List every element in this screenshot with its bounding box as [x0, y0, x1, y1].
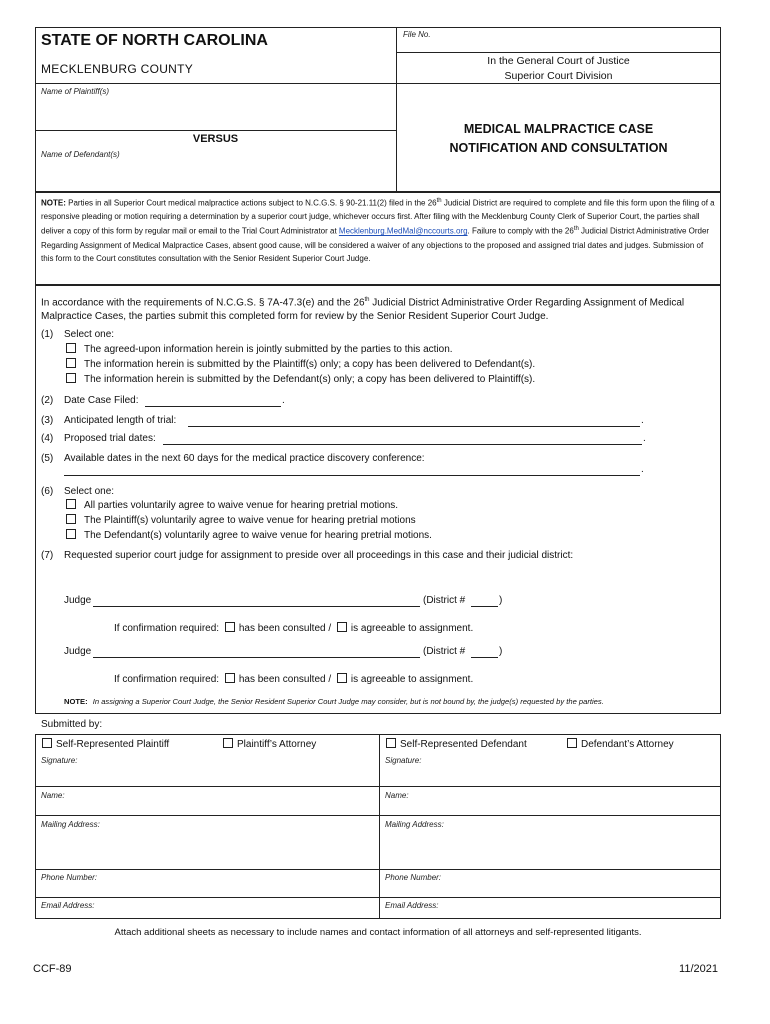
row-divider	[35, 786, 721, 787]
plaintiff-label: Name of Plaintiff(s)	[41, 87, 110, 96]
district-2-field[interactable]	[471, 647, 498, 658]
judge-1-field[interactable]	[93, 596, 420, 607]
option-text: The Defendant(s) voluntarily agree to waive venue for hearing pretrial motions.	[84, 530, 432, 541]
agreeable-text: is agreeable to assignment.	[350, 623, 474, 634]
right-mailing-label: Mailing Address:	[385, 820, 444, 829]
checkbox[interactable]	[66, 514, 76, 524]
checkbox[interactable]	[386, 738, 396, 748]
checkbox[interactable]	[42, 738, 52, 748]
item-5-period: .	[641, 464, 644, 475]
opt-text: Self-Represented Defendant	[400, 739, 527, 750]
item-4-num: (4)	[41, 433, 54, 444]
item-7-num: (7)	[41, 550, 54, 561]
intro-text-a: In accordance with the requirements of N.C.G.S. § 7A-47.3(e) and the 26	[41, 297, 365, 309]
state-title: STATE OF NORTH CAROLINA	[41, 32, 268, 49]
item-1-option-1[interactable]	[66, 343, 453, 357]
option-text: The Plaintiff(s) voluntarily agree to waive venue for hearing pretrial motions	[84, 515, 416, 526]
judge-note-label: NOTE:	[64, 697, 88, 706]
judge-note	[64, 697, 604, 706]
defendant-field[interactable]	[36, 161, 394, 189]
right-signature-field[interactable]	[380, 766, 720, 785]
confirm-label: If confirmation required:	[114, 623, 220, 634]
right-phone-label: Phone Number:	[385, 873, 442, 882]
row-divider	[35, 897, 721, 898]
file-no-label: File No.	[403, 30, 431, 39]
item-6-option-1[interactable]	[66, 499, 398, 513]
consulted-checkbox[interactable]	[225, 622, 235, 632]
confirm-1-row	[114, 622, 473, 636]
checkbox[interactable]	[66, 358, 76, 368]
option-text: The information herein is submitted by the Defendant(s) only; a copy has been delivered to Plaintiff(s).	[84, 374, 536, 385]
confirm-label: If confirmation required:	[114, 674, 220, 685]
item-7-label: Requested superior court judge for assignment to preside over all proceedings in this case and their judicial district:	[64, 550, 574, 561]
item-6-option-2[interactable]	[66, 514, 416, 528]
item-5-num: (5)	[41, 453, 54, 464]
opt-self-rep-plaintiff[interactable]	[42, 738, 169, 752]
item-1-label: Select one:	[64, 329, 115, 340]
county-divider	[35, 83, 721, 84]
date-filed-field[interactable]	[145, 396, 281, 407]
option-text: The information herein is submitted by the Plaintiff(s) only; a copy has been delivered to Defendant(s).	[84, 359, 536, 370]
district-2-close: )	[499, 646, 503, 657]
row-divider	[35, 869, 721, 870]
left-signature-label: Signature:	[41, 756, 78, 765]
defendant-label: Name of Defendant(s)	[41, 150, 120, 159]
row-divider	[35, 815, 721, 816]
opt-text: Plaintiff’s Attorney	[237, 739, 317, 750]
item-4-period: .	[643, 433, 646, 444]
checkbox[interactable]	[66, 343, 76, 353]
judge-note-text: In assigning a Superior Court Judge, the Senior Resident Superior Court Judge may consider, but is not bound by, the judge(s) requested by the parties.	[92, 697, 604, 706]
form-title-1: MEDICAL MALPRACTICE CASE	[463, 122, 654, 136]
option-text: The agreed-upon information herein is jointly submitted by the parties to this action.	[84, 344, 453, 355]
opt-defendant-attorney[interactable]	[567, 738, 674, 752]
item-1-option-3[interactable]	[66, 373, 535, 387]
judge-2-field[interactable]	[93, 647, 420, 658]
item-6-option-3[interactable]	[66, 529, 432, 543]
submitted-divider	[379, 734, 380, 919]
opt-text: Defendant’s Attorney	[581, 739, 674, 750]
file-no-field[interactable]	[430, 29, 718, 50]
item-3-num: (3)	[41, 415, 54, 426]
item-3-period: .	[641, 415, 644, 426]
plaintiff-field[interactable]	[36, 98, 394, 128]
form-date: 11/2021	[679, 963, 718, 975]
left-email-label: Email Address:	[41, 901, 95, 910]
discovery-dates-field[interactable]	[64, 465, 640, 476]
versus-label: VERSUS	[192, 133, 239, 145]
left-phone-label: Phone Number:	[41, 873, 98, 882]
checkbox[interactable]	[567, 738, 577, 748]
consulted-checkbox[interactable]	[225, 673, 235, 683]
district-2-label: (District #	[423, 646, 466, 657]
item-5-label: Available dates in the next 60 days for the medical practice discovery conference:	[64, 453, 425, 464]
item-1-option-2[interactable]	[66, 358, 535, 372]
trial-length-field[interactable]	[188, 416, 640, 427]
form-title-2: NOTIFICATION AND CONSULTATION	[449, 141, 668, 155]
district-1-field[interactable]	[471, 596, 498, 607]
attach-note: Attach additional sheets as necessary to include names and contact information of all attorneys and self-represented litigants.	[114, 927, 642, 938]
district-1-label: (District #	[423, 595, 466, 606]
judge-2-label: Judge	[64, 646, 92, 657]
option-text: All parties voluntarily agree to waive venue for hearing pretrial motions.	[84, 500, 399, 511]
note-sup-a: th	[436, 198, 442, 204]
court-line-2: Superior Court Division	[504, 70, 613, 82]
left-name-label: Name:	[41, 791, 65, 800]
left-signature-field[interactable]	[36, 766, 378, 785]
note-text-d: Judicial District Administrative Order Regarding Assignment of Medical Malpractice Cases, absent good cause, will be considered a waiver of any objections to the proposed and assigned trial dates and judges. Submission of this form to the Court constitutes consultation with the Senior Resident Superior Court Judge.	[41, 227, 710, 263]
opt-text: Self-Represented Plaintiff	[56, 739, 170, 750]
county-name: MECKLENBURG COUNTY	[41, 62, 194, 76]
judge-1-label: Judge	[64, 595, 92, 606]
checkbox[interactable]	[66, 499, 76, 509]
checkbox[interactable]	[66, 373, 76, 383]
note-text-a: Parties in all Superior Court medical malpractice actions subject to N.C.G.S. § 90-21.11(2) filed in the 26	[68, 198, 437, 208]
item-1-num: (1)	[41, 329, 54, 340]
note-paragraph	[41, 195, 717, 265]
consulted-text: has been consulted /	[238, 674, 332, 685]
agreeable-text: is agreeable to assignment.	[350, 674, 474, 685]
note-label: NOTE:	[41, 198, 66, 208]
right-email-label: Email Address:	[385, 901, 439, 910]
intro-paragraph	[41, 293, 717, 324]
item-3-label: Anticipated length of trial:	[64, 415, 177, 426]
admin-email-link[interactable]: Mecklenburg.MedMal@nccourts.org	[338, 227, 468, 237]
intro-text-b: Judicial District Administrative Order Regarding Assignment of Medical Malpractice Cases, the parties submit this completed form for review by the Senior Resident Superior Court Judge.	[41, 297, 685, 323]
note-text-c: . Failure to comply with the 26	[467, 227, 574, 237]
court-line-1: In the General Court of Justice	[487, 55, 630, 67]
checkbox[interactable]	[223, 738, 233, 748]
file-no-divider	[396, 52, 721, 53]
note-text-b: Judicial District are required to complete and file this form upon the filing of a responsive pleading or motion requiring a determination by a superior court judge, whichever occurs first. After filing with the Mecklenburg County Clerk of Superior Court, the parties shall deliver a copy of this form by regular mail or email to the Trial Court Administrator at	[41, 198, 715, 237]
opt-self-rep-defendant[interactable]	[386, 738, 527, 752]
item-2-num: (2)	[41, 395, 54, 406]
confirm-2-row	[114, 673, 473, 687]
item-6-num: (6)	[41, 486, 54, 497]
agreeable-checkbox[interactable]	[337, 622, 347, 632]
submitted-box	[35, 734, 721, 919]
form-id: CCF-89	[33, 963, 72, 975]
item-2-label: Date Case Filed:	[64, 395, 139, 406]
note-sup-c: th	[573, 226, 579, 233]
left-mailing-label: Mailing Address:	[41, 820, 100, 829]
item-4-label: Proposed trial dates:	[64, 433, 156, 444]
agreeable-checkbox[interactable]	[337, 673, 347, 683]
item-6-label: Select one:	[64, 486, 115, 497]
right-name-label: Name:	[385, 791, 409, 800]
opt-plaintiff-attorney[interactable]	[223, 738, 316, 752]
intro-sup: th	[364, 297, 370, 303]
item-2-period: .	[282, 395, 285, 406]
consulted-text: has been consulted /	[238, 623, 332, 634]
trial-dates-field[interactable]	[163, 434, 642, 445]
district-1-close: )	[499, 595, 503, 606]
checkbox[interactable]	[66, 529, 76, 539]
submitted-label: Submitted by:	[41, 719, 103, 730]
right-signature-label: Signature:	[385, 756, 422, 765]
plaintiff-line	[35, 130, 396, 131]
